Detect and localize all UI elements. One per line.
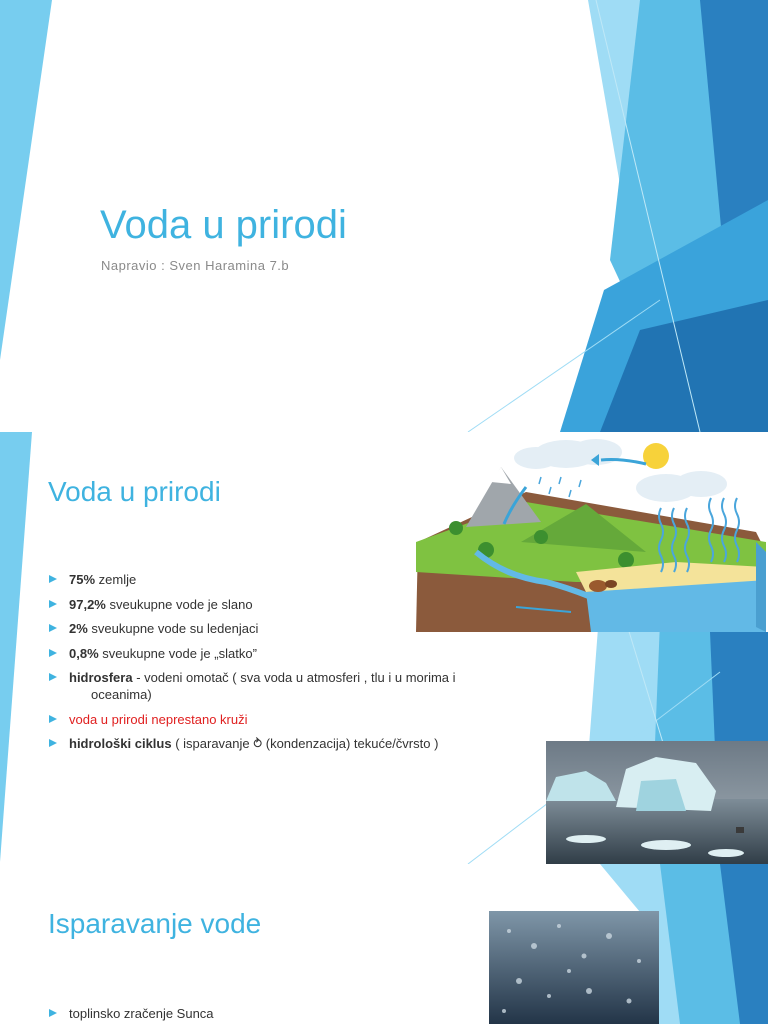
slide3-title: Isparavanje vode	[48, 908, 262, 939]
bold-value: 97,2%	[69, 596, 106, 612]
bold-value: 75%	[69, 572, 96, 587]
evaporation-list	[48, 1005, 468, 1024]
item-text-continued: oceanima)	[91, 687, 152, 702]
item-text: sveukupne vode su ledenjaci	[87, 621, 259, 636]
slide2-title: Voda u prirodi	[48, 476, 221, 507]
iceberg-photo	[546, 741, 768, 864]
bullet-arrow-icon	[49, 575, 57, 583]
slide-title	[0, 0, 768, 432]
list-item	[48, 1005, 468, 1022]
bullet-arrow-icon	[49, 600, 57, 608]
slide1-subtitle: Napravio : Sven Haramina 7.b	[101, 258, 290, 273]
water-cycle-illustration	[416, 432, 768, 632]
item-text: zemlje	[95, 572, 137, 587]
bullet-arrow-icon	[49, 649, 57, 657]
bullet-arrow-icon	[49, 673, 57, 681]
bold-value: 2%	[69, 621, 88, 636]
item-text: toplinsko zračenje Sunca	[69, 1006, 214, 1021]
bold-value: hidrosfera	[69, 670, 133, 685]
slide-evaporation	[0, 864, 768, 1024]
list-item	[48, 711, 518, 728]
slide-water-facts	[0, 432, 768, 864]
list-item	[48, 669, 518, 703]
item-text: - vodeni omotač ( sva voda u atmosferi , tlu i u morima i	[132, 670, 456, 685]
item-text-highlight: voda u prirodi neprestano kruži	[69, 711, 248, 727]
bullet-arrow-icon	[49, 715, 57, 723]
bullet-arrow-icon	[49, 1009, 57, 1017]
bullet-arrow-icon	[49, 624, 57, 632]
list-item	[48, 735, 518, 752]
slide1-title: Voda u prirodi	[100, 203, 347, 247]
item-text: sveukupne vode je „slatko”	[98, 645, 257, 661]
raindrops-photo	[489, 911, 659, 1024]
item-text: sveukupne vode je slano	[105, 596, 253, 612]
bold-value: hidrološki ciklus	[69, 736, 172, 751]
bold-value: 0,8%	[69, 645, 99, 661]
list-item	[48, 645, 518, 662]
bullet-arrow-icon	[49, 739, 57, 747]
item-text: ( isparavanje ⥁ (kondenzacija) tekuće/čvrsto )	[171, 736, 439, 751]
